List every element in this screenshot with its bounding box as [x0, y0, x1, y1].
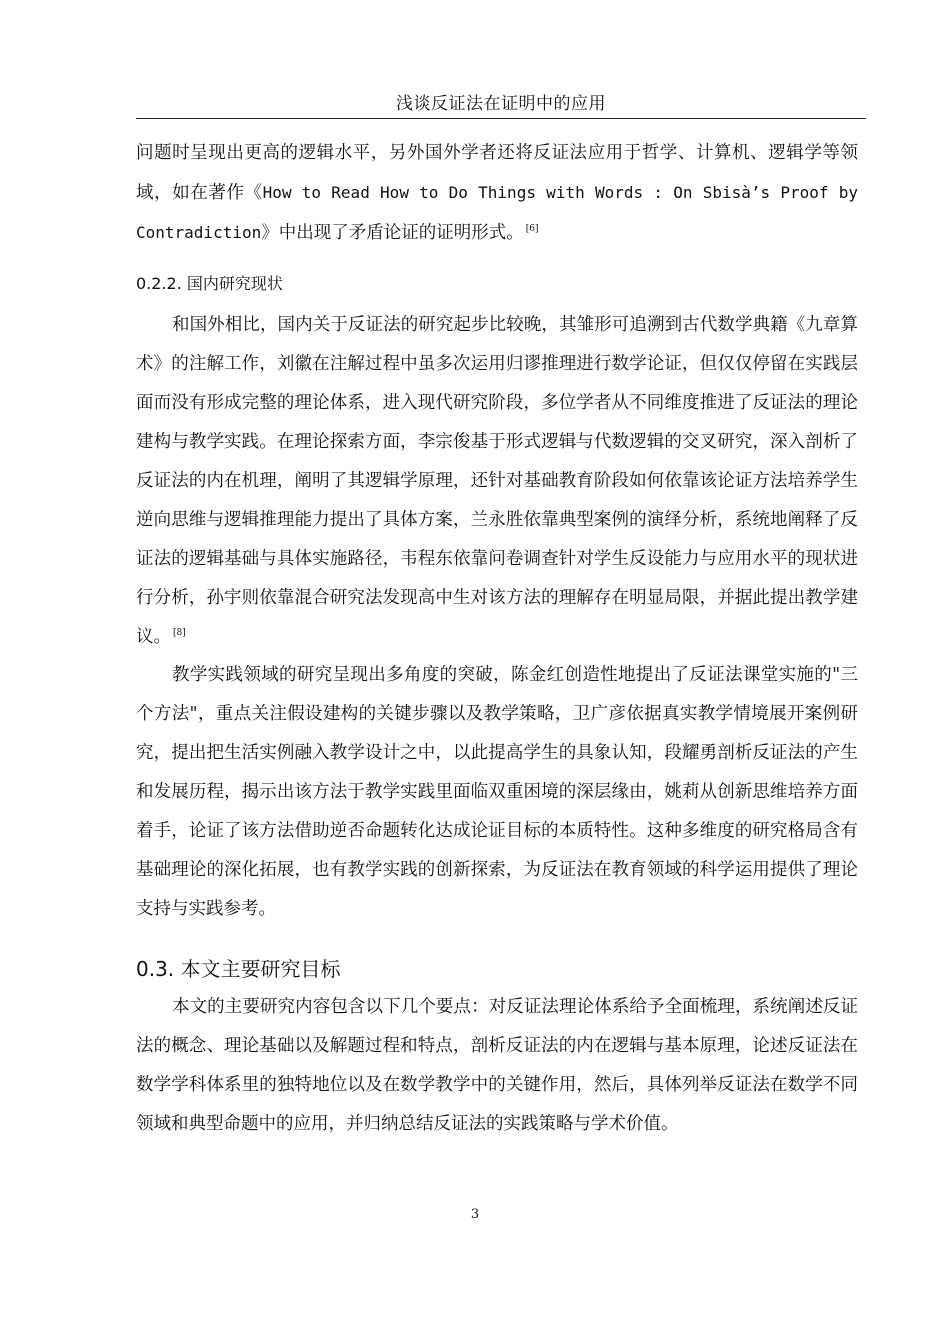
- research-goals-paragraph: [136, 988, 858, 1144]
- book-title: How to Read How to Do Things with Words : On Sbisà’s Proof by Contradiction: [136, 183, 859, 242]
- research-goals-text: 本文的主要研究内容包含以下几个要点：对反证法理论体系给予全面梳理，系统阐述反证法的概念、理论基础以及解题过程和特点，剖析反证法的内在逻辑与基本原理，论述反证法在数学学科体系里的独特地位以及在数学教学中的关键作用，然后，具体列举反证法在数学不同领域和典型命题中的应用，并归纳总结反证法的实践策略与学术价值。: [136, 997, 858, 1134]
- domestic-research-text: 和国外相比，国内关于反证法的研究起步比较晚，其雏形可追溯到古代数学典籍《九章算术》的注解工作，刘徽在注解过程中虽多次运用归谬推理进行数学论证，但仅仅停留在实践层面而没有形成完整的理论体系，进入现代研究阶段，多位学者从不同维度推进了反证法的理论建构与教学实践。在理论探索方面，李宗俊基于形式逻辑与代数逻辑的交叉研究，深入剖析了反证法的内在机理，阐明了其逻辑学原理，还针对基础教育阶段如何依靠该论证方法培养学生逆向思维与逻辑推理能力提出了具体方案，兰永胜依靠典型案例的演绎分析，系统地阐释了反证法的逻辑基础与具体实施路径，韦程东依靠问卷调查针对学生反设能力与应用水平的现状进行分析，孙宇则依靠混合研究法发现高中生对该方法的理解存在明显局限，并据此提出教学建议。: [136, 315, 858, 647]
- intro-text-before: 问题时呈现出更高的逻辑水平，另外国外学者还将反证法应用于哲学、计算机、逻辑学等领域，如在著作《: [136, 143, 858, 203]
- intro-text-after: 》中出现了矛盾论证的证明形式。: [261, 223, 524, 243]
- section-heading-0-2-2: 0.2.2. 国内研究现状: [136, 274, 283, 293]
- domestic-research-paragraph: [136, 306, 858, 657]
- header-divider: [136, 118, 866, 119]
- teaching-practice-text: 教学实践领域的研究呈现出多角度的突破，陈金红创造性地提出了反证法课堂实施的"三个方法"，重点关注假设建构的关键步骤以及教学策略，卫广彦依据真实教学情境展开案例研究，提出把生活实例融入教学设计之中，以此提高学生的具象认知，段耀勇剖析反证法的产生和发展历程，揭示出该方法于教学实践里面临双重困境的深层缘由，姚莉从创新思维培养方面着手，论证了该方法借助逆否命题转化达成论证目标的本质特性。这种多维度的研究格局含有基础理论的深化拓展，也有教学实践的创新探索，为反证法在教育领域的科学运用提供了理论支持与实践参考。: [136, 665, 858, 919]
- page-header-title: 浅谈反证法在证明中的应用: [396, 94, 606, 114]
- intro-paragraph: [136, 134, 858, 253]
- citation-8: [8]: [173, 628, 186, 639]
- teaching-practice-paragraph: [136, 656, 858, 929]
- page-number: 3: [470, 1207, 480, 1222]
- section-heading-0-3: 0.3. 本文主要研究目标: [136, 957, 341, 981]
- citation-6: [6]: [525, 224, 539, 235]
